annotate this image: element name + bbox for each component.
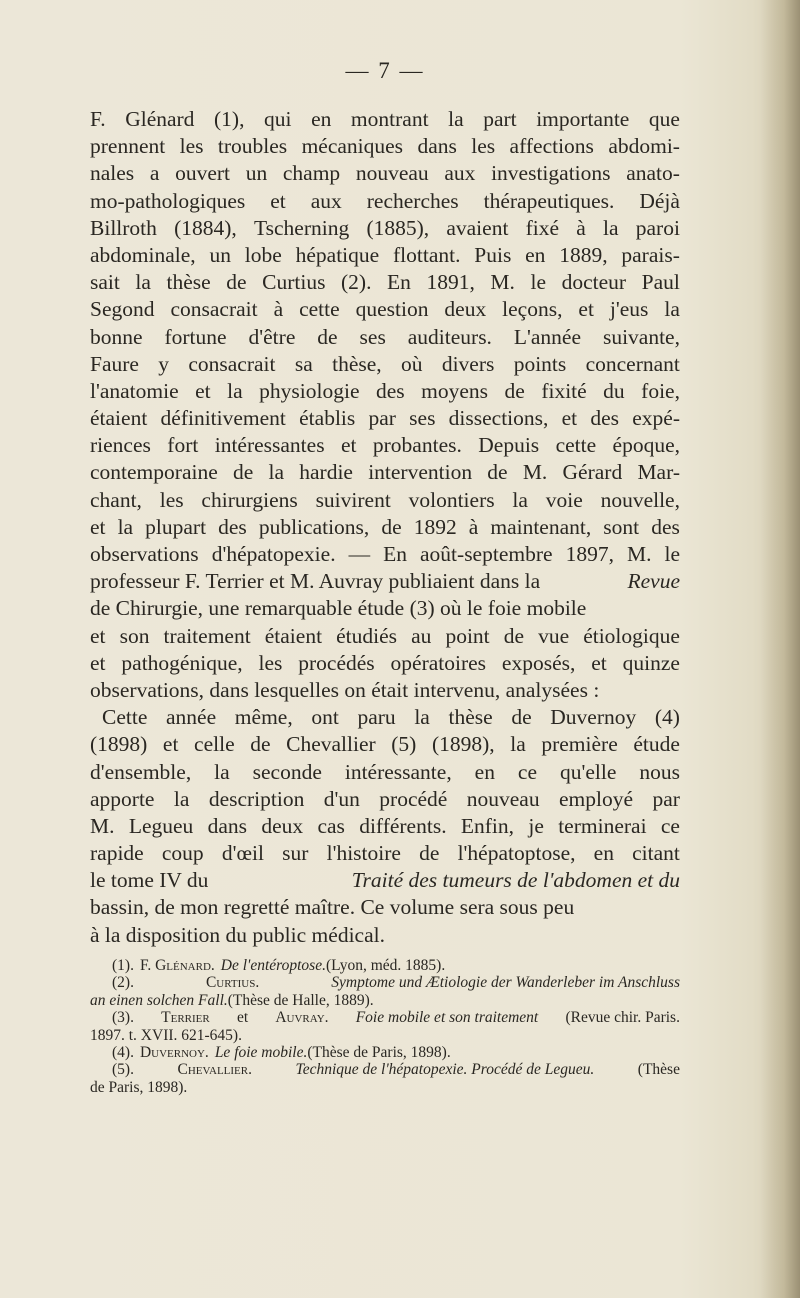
- text-line: apporte la description d'un procédé nouveau employé par: [90, 786, 680, 811]
- text-line: [90, 922, 680, 949]
- footnote-number: (1).: [112, 957, 134, 974]
- text-line: riences fort intéressantes et probantes. Depuis cette époque,: [90, 433, 680, 458]
- text-line: sait la thèse de Curtius (2). En 1891, M. le docteur Paul: [90, 270, 680, 295]
- text-line: et pathogénique, les procédés opératoires exposés, et quinze: [90, 650, 680, 675]
- text-line: prennent les troubles mécaniques dans les affections abdomi-: [90, 134, 680, 159]
- text-line: étaient définitivement établis par ses dissections, et des expé-: [90, 406, 680, 431]
- footnote-number: (3).: [112, 1009, 134, 1027]
- text-line: contemporaine de la hardie intervention de M. Gérard Mar-: [90, 460, 680, 485]
- footnote-author: Auvray.: [275, 1009, 329, 1027]
- text-line: [90, 677, 680, 704]
- text-line: Faure y consacrait sa thèse, où divers points concernant: [90, 351, 680, 376]
- text-segment: de Chirurgie, une remarquable étude (3) où le foie mobile: [90, 596, 587, 621]
- text-line: Billroth (1884), Tscherning (1885), avaient fixé à la paroi: [90, 215, 680, 240]
- text-line: et la plupart des publications, de 1892 à maintenant, sont des: [90, 514, 680, 539]
- footnote-number: (5).: [112, 1061, 134, 1079]
- text-line: nales a ouvert un champ nouveau aux investigations anato-: [90, 161, 680, 186]
- text-line: [90, 595, 680, 622]
- footnote-source: (Revue chir. Paris.: [565, 1009, 680, 1027]
- footnote-source: (Thèse de Halle, 1889).: [227, 991, 374, 1009]
- text-line: d'ensemble, la seconde intéressante, en ce qu'elle nous: [90, 759, 680, 784]
- page-number: — 7 —: [345, 58, 425, 83]
- footnote-author: Terrier: [161, 1009, 210, 1027]
- page-edge-shadow: [760, 0, 800, 1298]
- footnote-2: [90, 974, 680, 991]
- text-line: rapide coup d'œil sur l'histoire de l'hépatoptose, en citant: [90, 841, 680, 866]
- footnote-source: (Thèse: [637, 1061, 680, 1079]
- text-line: Cette année même, ont paru la thèse de Duvernoy (4): [102, 705, 680, 730]
- footnote-3: [90, 1009, 680, 1026]
- text-line: [90, 894, 680, 921]
- text-line: [90, 568, 680, 595]
- footnote-title: Le foie mobile.: [214, 1043, 308, 1061]
- footnote-4: [90, 1044, 680, 1061]
- footnote-number: (4).: [112, 1043, 134, 1061]
- footnote-title: De l'entéroptose.: [220, 957, 326, 974]
- footnote-title: Foie mobile et son traitement: [355, 1009, 539, 1027]
- footnote-3-cont: [90, 1027, 680, 1044]
- footnotes: [90, 957, 680, 1096]
- footnote-2-cont: [90, 992, 680, 1009]
- text-segment: professeur F. Terrier et M. Auvray publiaient dans la: [90, 569, 541, 594]
- footnote-1: [90, 957, 680, 974]
- footnote-source: 1897. t. XVII. 621-645).: [90, 1026, 242, 1044]
- text-line: bonne fortune d'être de ses auditeurs. L'année suivante,: [90, 324, 680, 349]
- body-text: [90, 106, 680, 949]
- text-line: abdominale, un lobe hépatique flottant. Puis en 1889, parais-: [90, 242, 680, 267]
- footnote-source: (Lyon, méd. 1885).: [325, 957, 446, 974]
- text-line: chant, les chirurgiens suivirent volontiers la voie nouvelle,: [90, 487, 680, 512]
- text-segment: à la disposition du public médical.: [90, 922, 385, 947]
- footnote-author: Curtius.: [205, 974, 260, 992]
- text-line: observations d'hépatopexie. — En août-septembre 1897, M. le: [90, 542, 680, 566]
- text-segment: bassin, de mon regretté maître. Ce volume sera sous peu: [90, 895, 575, 920]
- footnote-author: F. Glénard.: [139, 957, 215, 974]
- footnote-number: (2).: [112, 974, 134, 992]
- text-segment: observations, dans lesquelles on était intervenu, analysées :: [90, 677, 600, 702]
- text-line: l'anatomie et la physiologie des moyens de fixité du foie,: [90, 378, 680, 403]
- footnote-conjunction: et: [236, 1009, 249, 1027]
- footnote-5-cont: [90, 1079, 680, 1096]
- text-line: et son traitement étaient étudiés au point de vue étiologique: [90, 623, 680, 648]
- footnote-title: Technique de l'hépatopexie. Procédé de Legueu.: [295, 1061, 595, 1079]
- book-title: Traité des tumeurs de l'abdomen et du: [351, 868, 680, 893]
- journal-title: Revue: [627, 569, 680, 594]
- text-line: mo-pathologiques et aux recherches thérapeutiques. Déjà: [90, 188, 680, 213]
- footnote-title: an einen solchen Fall.: [90, 991, 228, 1009]
- footnote-author: Chevallier.: [177, 1061, 252, 1079]
- footnote-author: Duvernoy.: [139, 1043, 209, 1061]
- footnote-title: Symptome und Ætiologie der Wanderleber im Anschluss: [331, 974, 680, 992]
- footnote-source: (Thèse de Paris, 1898).: [307, 1043, 451, 1061]
- footnote-5: [90, 1061, 680, 1078]
- text-line: (1898) et celle de Chevallier (5) (1898), la première étude: [90, 732, 680, 757]
- footnote-source: de Paris, 1898).: [90, 1078, 188, 1096]
- text-line: Segond consacrait à cette question deux leçons, et j'eus la: [90, 297, 680, 322]
- text-line: F. Glénard (1), qui en montrant la part importante que: [90, 107, 680, 131]
- text-line: M. Legueu dans deux cas différents. Enfin, je terminerai ce: [90, 813, 680, 838]
- text-line: [90, 867, 680, 894]
- text-segment: le tome IV du: [90, 868, 209, 893]
